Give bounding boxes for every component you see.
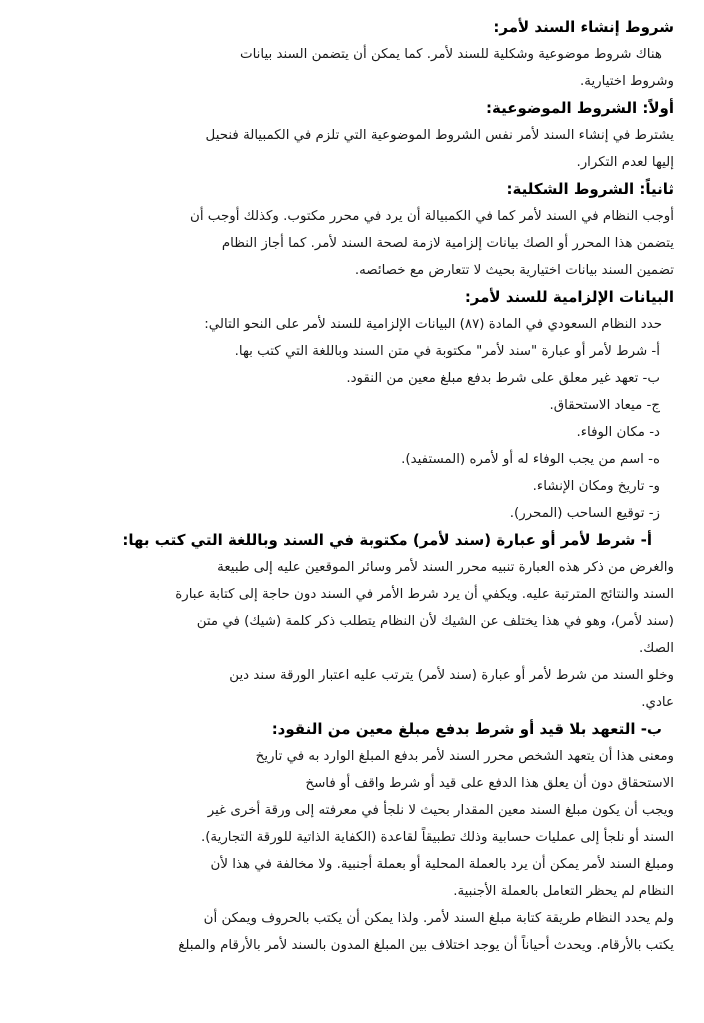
paragraph-line: إليها لعدم التكرار.: [576, 155, 674, 170]
paragraph-line: (سند لأمر)، وهو في هذا يختلف عن الشيك لأن النظام يتطلب ذكر كلمة (شيك) في متن: [196, 614, 674, 629]
paragraph-line: والغرض من ذكر هذه العبارة تنبيه محرر السند لأمر وسائر الموقعين عليه إلى طبيعة: [217, 560, 674, 575]
subheading-order-clause: أ- شرط لأمر أو عبارة (سند لأمر) مكتوبة في السند وباللغة التي كتب بها:: [122, 531, 652, 549]
heading-conditions: شروط إنشاء السند لأمر:: [493, 18, 674, 36]
paragraph-line: حدد النظام السعودي في المادة (٨٧) البيانات الإلزامية للسند لأمر على النحو التالي:: [204, 317, 662, 332]
paragraph-line: يكتب بالأرقام. ويحدث أحياناً أن يوجد اختلاف بين المبلغ المدون بالسند لأمر بالأرقام والمبلغ: [178, 938, 674, 953]
paragraph-line: النظام لم يحظر التعامل بالعملة الأجنبية.: [453, 884, 674, 899]
subheading-unconditional-promise: ب- التعهد بلا قيد أو شرط بدفع مبلغ معين من النقود:: [271, 720, 662, 738]
list-item: ز- توقيع الساحب (المحرر).: [509, 506, 660, 521]
heading-formal-conditions: ثانياً: الشروط الشكلية:: [506, 180, 674, 198]
paragraph-line: وخلو السند من شرط لأمر أو عبارة (سند لأمر) يترتب عليه اعتبار الورقة سند دين: [229, 668, 674, 683]
list-item: ج- ميعاد الاستحقاق.: [549, 398, 660, 413]
paragraph-line: ويجب أن يكون مبلغ السند معين المقدار بحيث لا نلجأ في معرفته إلى ورقة أخرى غير: [207, 803, 674, 818]
paragraph-line: ومبلغ السند لأمر يمكن أن يرد بالعملة المحلية أو بعملة أجنبية. ولا مخالفة في هذا لأن: [210, 857, 674, 872]
paragraph-line: وشروط اختيارية.: [580, 74, 674, 89]
list-item: د- مكان الوفاء.: [576, 425, 660, 440]
paragraph-line: ومعنى هذا أن يتعهد الشخص محرر السند لأمر بدفع المبلغ الوارد به في تاريخ: [255, 749, 674, 764]
paragraph-line: أوجب النظام في السند لأمر كما في الكمبيالة أن يرد في محرر مكتوب. وكذلك أوجب أن: [189, 209, 674, 224]
paragraph-line: الاستحقاق دون أن يعلق هذا الدفع على قيد أو شرط واقف أو فاسخ: [305, 776, 674, 791]
list-item: أ- شرط لأمر أو عبارة "سند لأمر" مكتوبة في متن السند وباللغة التي كتب بها.: [234, 344, 660, 359]
paragraph-line: هناك شروط موضوعية وشكلية للسند لأمر. كما يمكن أن يتضمن السند بيانات: [239, 47, 662, 62]
paragraph-line: عادي.: [641, 695, 674, 710]
paragraph-line: الصك.: [639, 641, 674, 656]
paragraph-line: ولم يحدد النظام طريقة كتابة مبلغ السند لأمر. ولذا يمكن أن يكتب بالحروف ويمكن أن: [203, 911, 674, 926]
paragraph-line: السند أو نلجأ إلى عمليات حسابية وذلك تطبيقاً لقاعدة (الكفاية الذاتية للورقة التجارية).: [200, 830, 674, 845]
heading-substantive-conditions: أولاً: الشروط الموضوعية:: [486, 99, 674, 117]
list-item: و- تاريخ ومكان الإنشاء.: [532, 479, 660, 494]
paragraph-line: السند والنتائج المترتبة عليه. ويكفي أن يرد شرط الأمر في السند دون حاجة إلى كتابة عبارة: [175, 587, 674, 602]
paragraph-line: يتضمن هذا المحرر أو الصك بيانات إلزامية لازمة لصحة السند لأمر. كما أجاز النظام: [221, 236, 674, 251]
list-item: ب- تعهد غير معلق على شرط بدفع مبلغ معين من النقود.: [346, 371, 660, 386]
heading-mandatory-data: البيانات الإلزامية للسند لأمر:: [464, 288, 674, 306]
paragraph-line: يشترط في إنشاء السند لأمر نفس الشروط الموضوعية التي تلزم في الكمبيالة فنحيل: [205, 128, 674, 143]
list-item: ه- اسم من يجب الوفاء له أو لأمره (المستفيد).: [401, 452, 660, 467]
paragraph-line: تضمين السند بيانات اختيارية بحيث لا تتعارض مع خصائصه.: [354, 263, 674, 278]
